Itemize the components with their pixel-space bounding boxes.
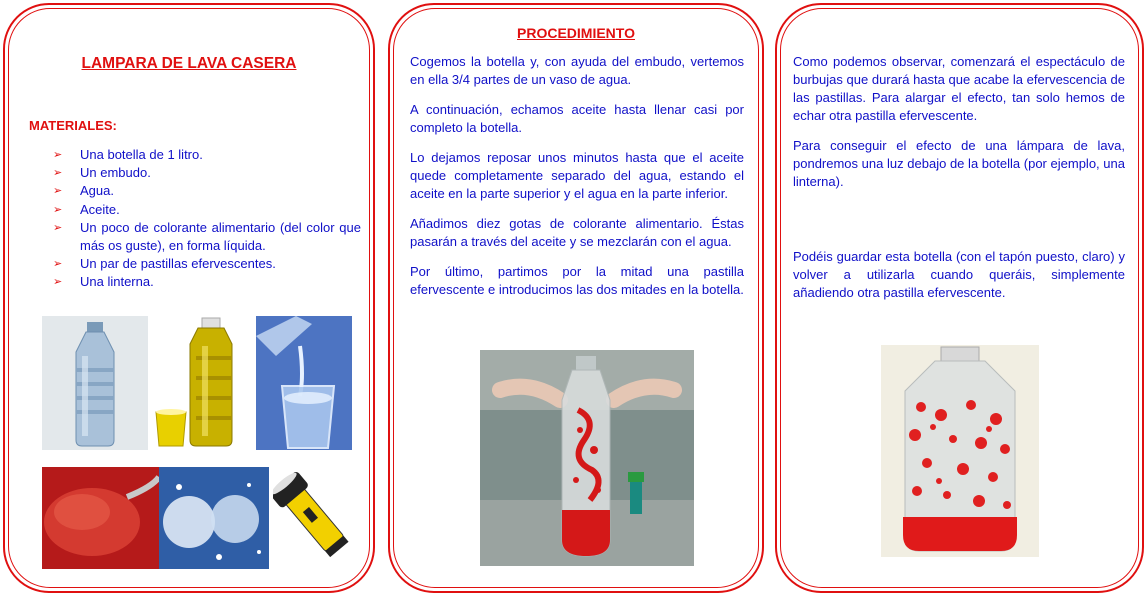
arrow-bullet-icon: ➢	[53, 203, 63, 216]
results-text-top	[793, 53, 1125, 203]
water-glass-image	[256, 316, 352, 450]
page-title: LAMPARA DE LAVA CASERA	[81, 55, 297, 72]
oil-bottle-image	[150, 316, 254, 450]
list-item: ➢ Aceite.	[53, 201, 361, 219]
paragraph: Podéis guardar esta botella (con el tapón puesto, claro) y volver a utilizarla cuando queráis, simplemente añadiendo otra pastilla efervescente.	[793, 249, 1125, 300]
lava-bottle-photo	[881, 345, 1039, 557]
panel-results	[775, 3, 1144, 593]
paragraph: Como podemos observar, comenzará el espectáculo de burbujas que durará hasta que acabe la efervescencia de las pastillas. Para alargar el efecto, tan solo hemos de echar otra pastilla efervescente.	[793, 54, 1125, 123]
flashlight-image	[273, 467, 353, 569]
results-text-bottom	[793, 248, 1125, 314]
effervescent-tablets-image	[159, 467, 269, 569]
paragraph: A continuación, echamos aceite hasta llenar casi por completo la botella.	[410, 102, 744, 135]
arrow-bullet-icon: ➢	[53, 185, 63, 198]
materials-heading: MATERIALES:	[29, 118, 117, 133]
list-item: ➢ Agua.	[53, 182, 361, 200]
paragraph: Para conseguir el efecto de una lámpara de lava, pondremos una luz debajo de la botella (por ejemplo, una linterna).	[793, 138, 1125, 189]
materials-list	[53, 146, 361, 292]
arrow-bullet-icon: ➢	[53, 167, 63, 180]
procedure-heading: PROCEDIMIENTO	[517, 25, 635, 41]
lava-lamp-photo	[480, 350, 694, 566]
panel-procedure	[388, 3, 764, 593]
list-item: ➢ Un embudo.	[53, 164, 361, 182]
red-colorant-image	[42, 467, 159, 569]
list-item: ➢ Un par de pastillas efervescentes.	[53, 255, 361, 273]
list-item: ➢ Una botella de 1 litro.	[53, 146, 361, 164]
panel-materials	[3, 3, 375, 593]
list-item: ➢ Una linterna.	[53, 273, 361, 291]
plastic-bottle-image	[42, 316, 148, 450]
procedure-text	[410, 53, 744, 311]
arrow-bullet-icon: ➢	[53, 258, 63, 271]
arrow-bullet-icon: ➢	[53, 276, 63, 289]
paragraph: Cogemos la botella y, con ayuda del embudo, vertemos en ella 3/4 partes de un vaso de agua.	[410, 54, 744, 87]
paragraph: Por último, partimos por la mitad una pastilla efervescente e introducimos las dos mitades en la botella.	[410, 264, 744, 297]
arrow-bullet-icon: ➢	[53, 221, 63, 234]
list-item: ➢ Un poco de colorante alimentario (del color que más os guste), en forma líquida.	[53, 219, 361, 254]
arrow-bullet-icon: ➢	[53, 149, 63, 161]
paragraph: Lo dejamos reposar unos minutos hasta que el aceite quede completamente separado del agua, estando el aceite en la parte superior y el agua en la parte inferior.	[410, 150, 744, 201]
paragraph: Añadimos diez gotas de colorante alimentario. Éstas pasarán a través del aceite y se mezclarán con el agua.	[410, 216, 744, 249]
